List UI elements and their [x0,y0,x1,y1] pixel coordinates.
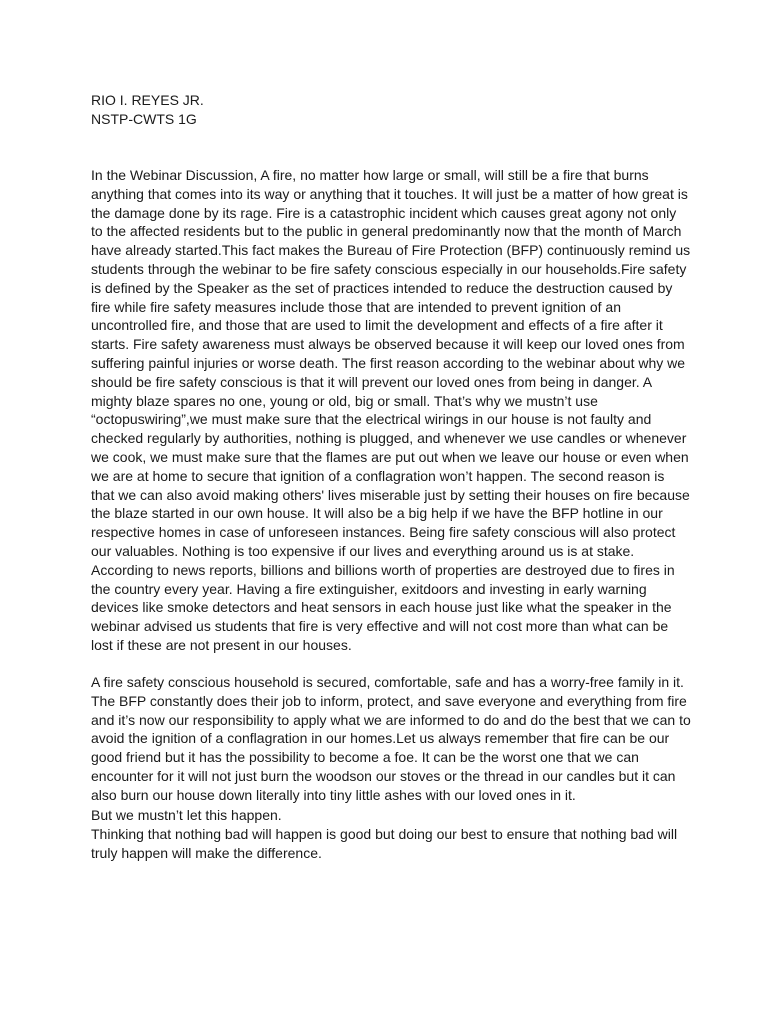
body-paragraph-4: Thinking that nothing bad will happen is good but doing our best to ensure that nothing bad will truly happen will make the difference. [91,826,678,861]
course-code: NSTP-CWTS 1G [91,110,197,127]
body-paragraph-1: In the Webinar Discussion, A fire, no matter how large or small, will still be a fire that burns anything that comes into its way or anything that it touches. It will just be a matter of how great is the damage done by its rage. Fire is a catastrophic incident which causes great agony not only to the affected residents but to the public in general predominantly now that the month of March have already started.This fact makes the Bureau of Fire Protection (BFP) continuously remind us students through the webinar to be fire safety conscious especially in our households.Fire safety is defined by the Speaker as the set of practices intended to reduce the destruction caused by fire while fire safety measures include those that are intended to prevent ignition of an uncontrolled fire, and those that are used to limit the development and effects of a fire after it starts. Fire safety awareness must always be observed because it will keep our loved ones from suffering painful injuries or worse death. The first reason according to the webinar about why we should be fire safety conscious is that it will prevent our loved ones from being in danger. A mighty blaze spares no one, young or old, big or small. That’s why we mustn’t use “octopuswiring”,we must make sure that the electrical wirings in our house is not faulty and checked regularly by authorities, nothing is plugged, and whenever we use candles or whenever we cook, we must make sure that the flames are put out when we leave our house or even when we are at home to secure that ignition of a conflagration won’t happen. The second reason is that we can also avoid making others' lives miserable just by setting their houses on fire because the blaze started in our own house. It will also be a big help if we have the BFP hotline in our respective homes in case of unforeseen instances. Being fire safety conscious will also protect our valuables. Nothing is too expensive if our lives and everything around us is at stake. According to news reports, billions and billions worth of properties are destroyed due to fires in the country every year. Having a fire extinguisher, exitdoors and investing in early warning devices like smoke detectors and heat sensors in each house just like what the speaker in the webinar advised us students that fire is very effective and will not cost more than what can be lost if these are not present in our houses. [91,167,691,653]
body-paragraph-2: A fire safety conscious household is secured, comfortable, safe and has a worry-free family in it. The BFP constantly does their job to inform, protect, and save everyone and everything from fire and it’s now our responsibility to apply what we are informed to do and do the best that we can to avoid the ignition of a conflagration in our homes.Let us always remember that fire can be our good friend but it has the possibility to become a foe. It can be the worst one that we can encounter for it will not just burn the woodson our stoves or the thread in our candles but it can also burn our house down literally into tiny little ashes with our loved ones in it. [91,674,691,803]
author-name: RIO I. REYES JR. [91,92,204,108]
document-header [91,91,691,129]
body-paragraph-3: But we mustn’t let this happen. [91,807,282,823]
